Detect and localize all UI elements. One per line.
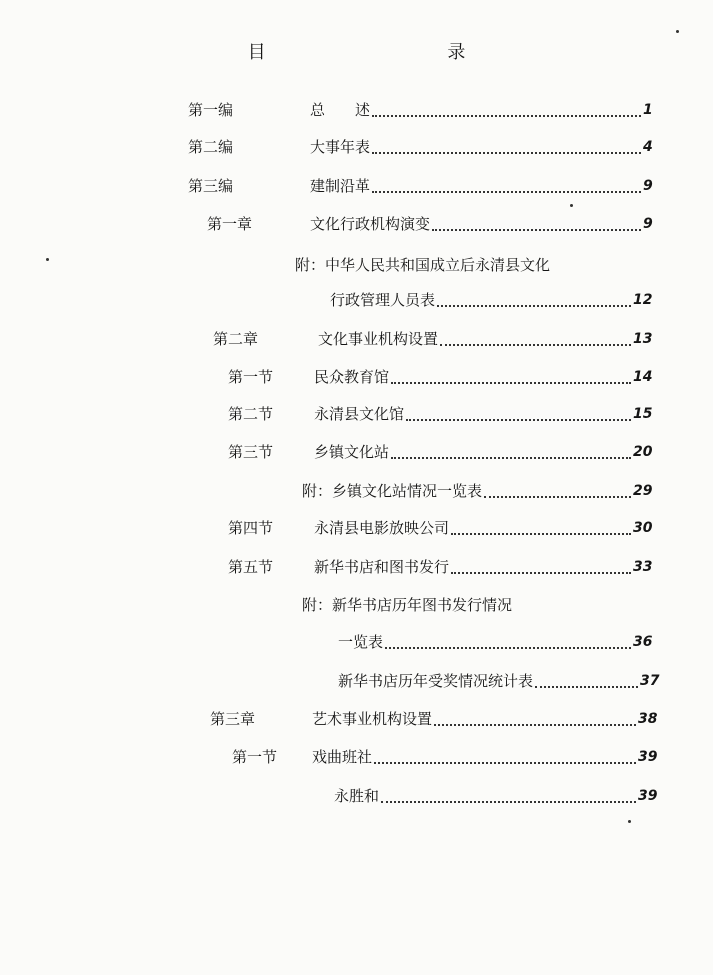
toc-entry-title: 新华书店和图书发行 bbox=[314, 558, 450, 576]
toc-entry-page-number: 9 bbox=[643, 178, 653, 194]
toc-entry bbox=[0, 176, 713, 198]
toc-entry-label: 第五节 bbox=[228, 558, 274, 576]
toc-entry-page-number: 13 bbox=[633, 331, 653, 347]
toc-entry bbox=[0, 518, 713, 540]
toc-entry-title: 附：中华人民共和国成立后永清县文化 bbox=[295, 256, 551, 274]
toc-entry-title: 建制沿革 bbox=[310, 177, 371, 195]
toc-entry bbox=[0, 481, 713, 503]
toc-entry bbox=[0, 137, 713, 159]
toc-entry-page-number: 39 bbox=[638, 749, 658, 765]
toc-entry-title: 艺术事业机构设置 bbox=[312, 710, 433, 728]
toc-entry bbox=[0, 747, 713, 769]
toc-entry-label: 第一节 bbox=[228, 368, 274, 386]
toc-entry-title: 附：乡镇文化站情况一览表 bbox=[302, 482, 483, 500]
toc-entry-title: 永清县文化馆 bbox=[314, 405, 405, 423]
toc-entry-page-number: 39 bbox=[638, 788, 658, 804]
dot-leader bbox=[391, 439, 631, 459]
toc-entry bbox=[0, 595, 713, 617]
toc-entry-title: 民众教育馆 bbox=[314, 368, 390, 386]
toc-entry bbox=[0, 255, 713, 277]
toc-entry bbox=[0, 442, 713, 464]
toc-entry-label: 第三编 bbox=[188, 177, 234, 195]
dot-leader bbox=[372, 134, 641, 154]
dot-leader bbox=[391, 364, 631, 384]
toc-entry-label: 第一节 bbox=[232, 748, 278, 766]
toc-entry-page-number: 29 bbox=[633, 483, 653, 499]
toc-entry-page-number: 9 bbox=[643, 216, 653, 232]
dot-leader bbox=[406, 401, 631, 421]
dot-leader bbox=[451, 554, 631, 574]
toc-entry-page-number: 37 bbox=[640, 673, 660, 689]
dot-leader bbox=[372, 97, 641, 117]
toc-entry bbox=[0, 404, 713, 426]
dot-leader bbox=[437, 287, 631, 307]
toc-entry-label: 第一编 bbox=[188, 101, 234, 119]
dot-leader bbox=[434, 706, 636, 726]
scan-speck bbox=[676, 30, 679, 33]
toc-entry bbox=[0, 709, 713, 731]
dot-leader bbox=[372, 173, 641, 193]
toc-entry-page-number: 33 bbox=[633, 559, 653, 575]
toc-entry bbox=[0, 290, 713, 312]
toc-entry-label: 第三节 bbox=[228, 443, 274, 461]
toc-entry-page-number: 36 bbox=[633, 634, 653, 650]
toc-entry-page-number: 12 bbox=[633, 292, 653, 308]
toc-entry-title: 新华书店历年受奖情况统计表 bbox=[338, 672, 534, 690]
toc-entry-label: 第二章 bbox=[213, 330, 259, 348]
toc-entry-label: 第一章 bbox=[207, 215, 253, 233]
toc-entry-label: 第三章 bbox=[210, 710, 256, 728]
toc-entry-title: 永胜和 bbox=[334, 787, 380, 805]
scan-speck bbox=[46, 258, 49, 261]
toc-entry-page-number: 1 bbox=[643, 102, 653, 118]
dot-leader bbox=[451, 515, 631, 535]
toc-entry-page-number: 14 bbox=[633, 369, 653, 385]
toc-entry-title: 附：新华书店历年图书发行情况 bbox=[302, 596, 513, 614]
dot-leader bbox=[440, 326, 631, 346]
dot-leader bbox=[385, 629, 631, 649]
toc-entry bbox=[0, 786, 713, 808]
toc-entry bbox=[0, 367, 713, 389]
toc-entry bbox=[0, 100, 713, 122]
toc-entry-title: 永清县电影放映公司 bbox=[314, 519, 450, 537]
toc-entry-title: 一览表 bbox=[338, 633, 384, 651]
toc-entry-title: 总 述 bbox=[310, 101, 371, 119]
toc-entry-page-number: 30 bbox=[633, 520, 653, 536]
toc-entry-title: 乡镇文化站 bbox=[314, 443, 390, 461]
scan-speck bbox=[570, 204, 573, 207]
toc-entry bbox=[0, 214, 713, 236]
toc-entry-title: 大事年表 bbox=[310, 138, 371, 156]
toc-entry-title: 行政管理人员表 bbox=[330, 291, 436, 309]
toc-entry-label: 第二节 bbox=[228, 405, 274, 423]
toc-entry bbox=[0, 632, 713, 654]
toc-entry-title: 文化行政机构演变 bbox=[310, 215, 431, 233]
toc-entry-title: 文化事业机构设置 bbox=[318, 330, 439, 348]
scan-speck bbox=[628, 820, 631, 823]
toc-entry-page-number: 38 bbox=[638, 711, 658, 727]
toc-entry-page-number: 15 bbox=[633, 406, 653, 422]
dot-leader bbox=[484, 478, 631, 498]
toc-entry-title: 戏曲班社 bbox=[312, 748, 373, 766]
dot-leader bbox=[432, 211, 641, 231]
toc-entry-page-number: 4 bbox=[643, 139, 653, 155]
toc-entry bbox=[0, 557, 713, 579]
dot-leader bbox=[374, 744, 636, 764]
dot-leader bbox=[381, 783, 636, 803]
dot-leader bbox=[535, 668, 638, 688]
toc-entry-label: 第二编 bbox=[188, 138, 234, 156]
page-title: 目 录 bbox=[247, 42, 554, 63]
toc-entry bbox=[0, 329, 713, 351]
toc-entry bbox=[0, 671, 713, 693]
toc-entry-label: 第四节 bbox=[228, 519, 274, 537]
toc-entry-page-number: 20 bbox=[633, 444, 653, 460]
